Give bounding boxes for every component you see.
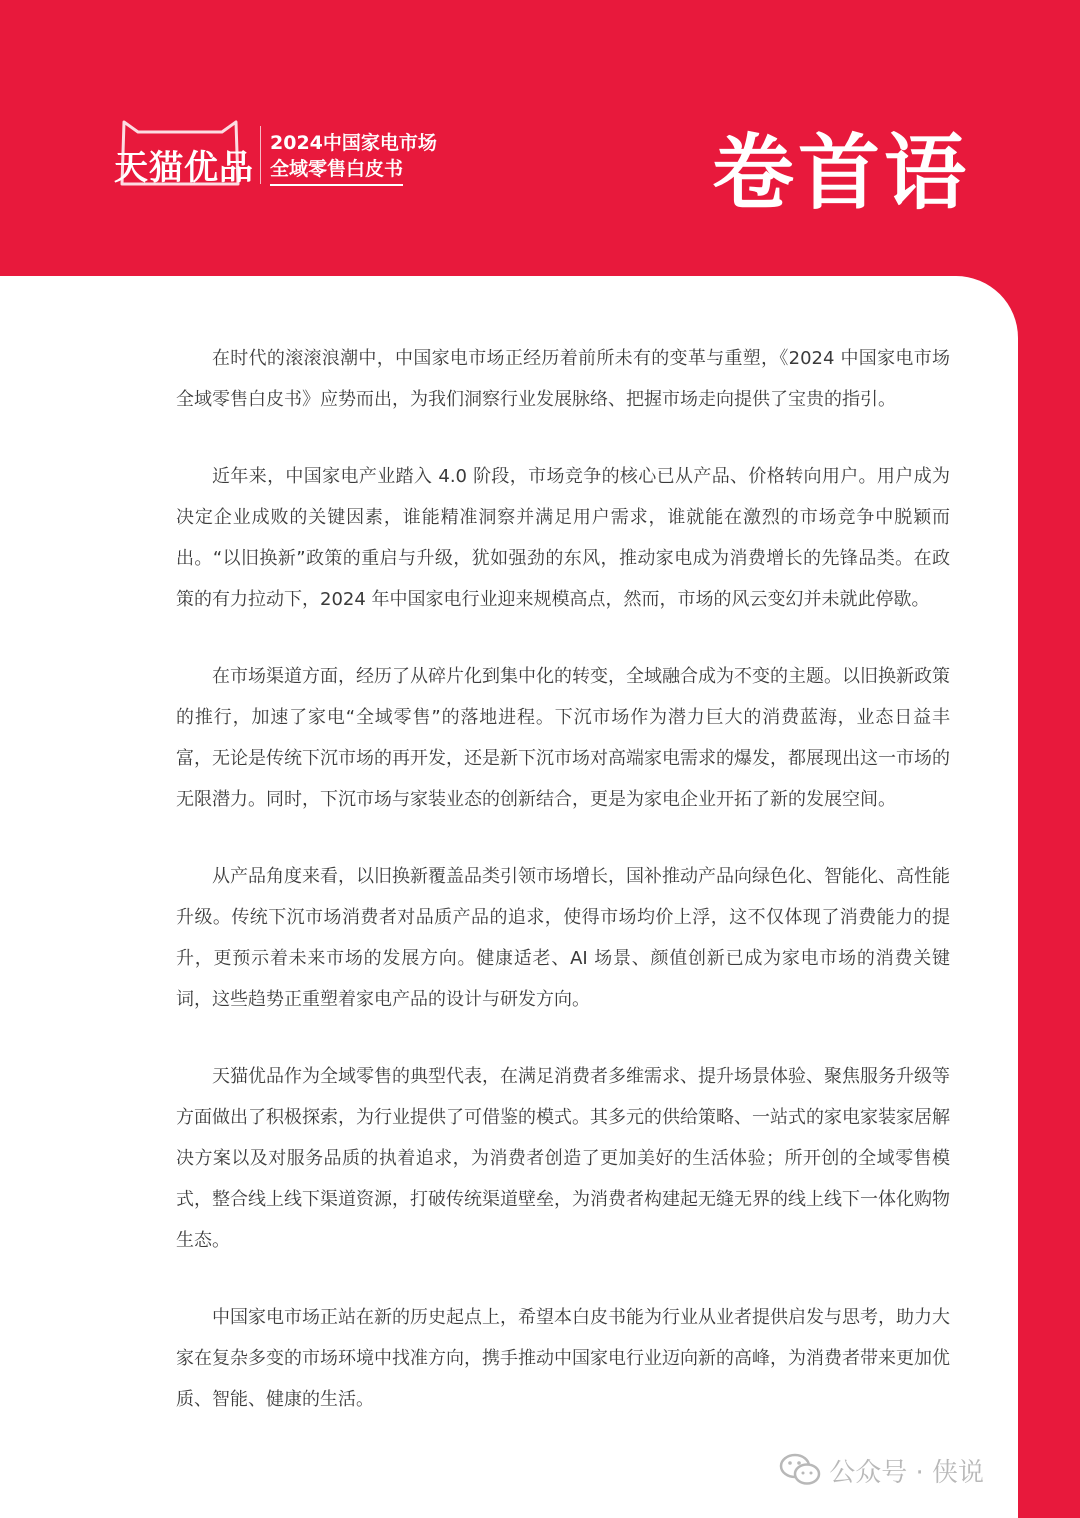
logo-divider — [260, 126, 261, 184]
paragraph: 中国家电市场正站在新的历史起点上，希望本白皮书能为行业从业者提供启发与思考，助力大家在复杂多变的市场环境中找准方向，携手推动中国家电行业迈向新的高峰，为消费者带来更加优质、智能、健康的生活。 — [176, 1307, 950, 1410]
paragraph: 近年来，中国家电产业踏入 4.0 阶段，市场竞争的核心已从产品、价格转向用户。用户成为决定企业成败的关键因素，谁能精准洞察并满足用户需求，谁就能在激烈的市场竞争中脱颖而出。“以旧换新”政策的重启与升级，犹如强劲的东风，推动家电成为消费增长的先锋品类。在政策的有力拉动下，2024 年中国家电行业迎来规模高点，然而，市场的风云变幻并未就此停歇。 — [176, 466, 950, 610]
paragraph: 天猫优品作为全域零售的典型代表，在满足消费者多维需求、提升场景体验、聚焦服务升级等方面做出了积极探索，为行业提供了可借鉴的模式。其多元的供给策略、一站式的家电家装家居解决方案以及对服务品质的执着追求，为消费者创造了更加美好的生活体验；所开创的全域零售模式，整合线上线下渠道资源，打破传统渠道壁垒，为消费者构建起无缝无界的线上线下一体化购物生态。 — [176, 1066, 950, 1251]
article-body — [176, 338, 950, 1456]
report-subtitle-line1: 2024中国家电市场 — [270, 132, 437, 154]
paragraph: 从产品角度来看，以旧换新覆盖品类引领市场增长，国补推动产品向绿色化、智能化、高性能升级。传统下沉市场消费者对品质产品的追求，使得市场均价上浮，这不仅体现了消费能力的提升，更预示着未来市场的发展方向。健康适老、AI 场景、颜值创新已成为家电市场的消费关键词，这些趋势正重塑着家电产品的设计与研发方向。 — [176, 866, 950, 1010]
wechat-icon — [779, 1452, 821, 1488]
report-subtitle-line2: 全域零售白皮书 — [270, 154, 403, 186]
tmall-youpin-logo — [110, 118, 437, 198]
paragraph: 在市场渠道方面，经历了从碎片化到集中化的转变，全域融合成为不变的主题。以旧换新政策的推行，加速了家电“全域零售”的落地进程。下沉市场作为潜力巨大的消费蓝海，业态日益丰富，无论是传统下沉市场的再开发，还是新下沉市场对高端家电需求的爆发，都展现出这一市场的无限潜力。同时，下沉市场与家装业态的创新结合，更是为家电企业开拓了新的发展空间。 — [176, 666, 950, 810]
watermark — [779, 1450, 984, 1490]
watermark-text: 公众号 · 侠说 — [829, 1457, 984, 1488]
logo-text: 天猫优品 — [114, 148, 254, 188]
page-title: 卷首语 — [712, 126, 971, 221]
page-header — [0, 0, 1080, 285]
paragraph: 在时代的滚滚浪潮中，中国家电市场正经历着前所未有的变革与重塑，《2024 中国家电市场全域零售白皮书》应势而出，为我们洞察行业发展脉络、把握市场走向提供了宝贵的指引。 — [176, 348, 950, 410]
content-card — [0, 276, 1018, 1518]
